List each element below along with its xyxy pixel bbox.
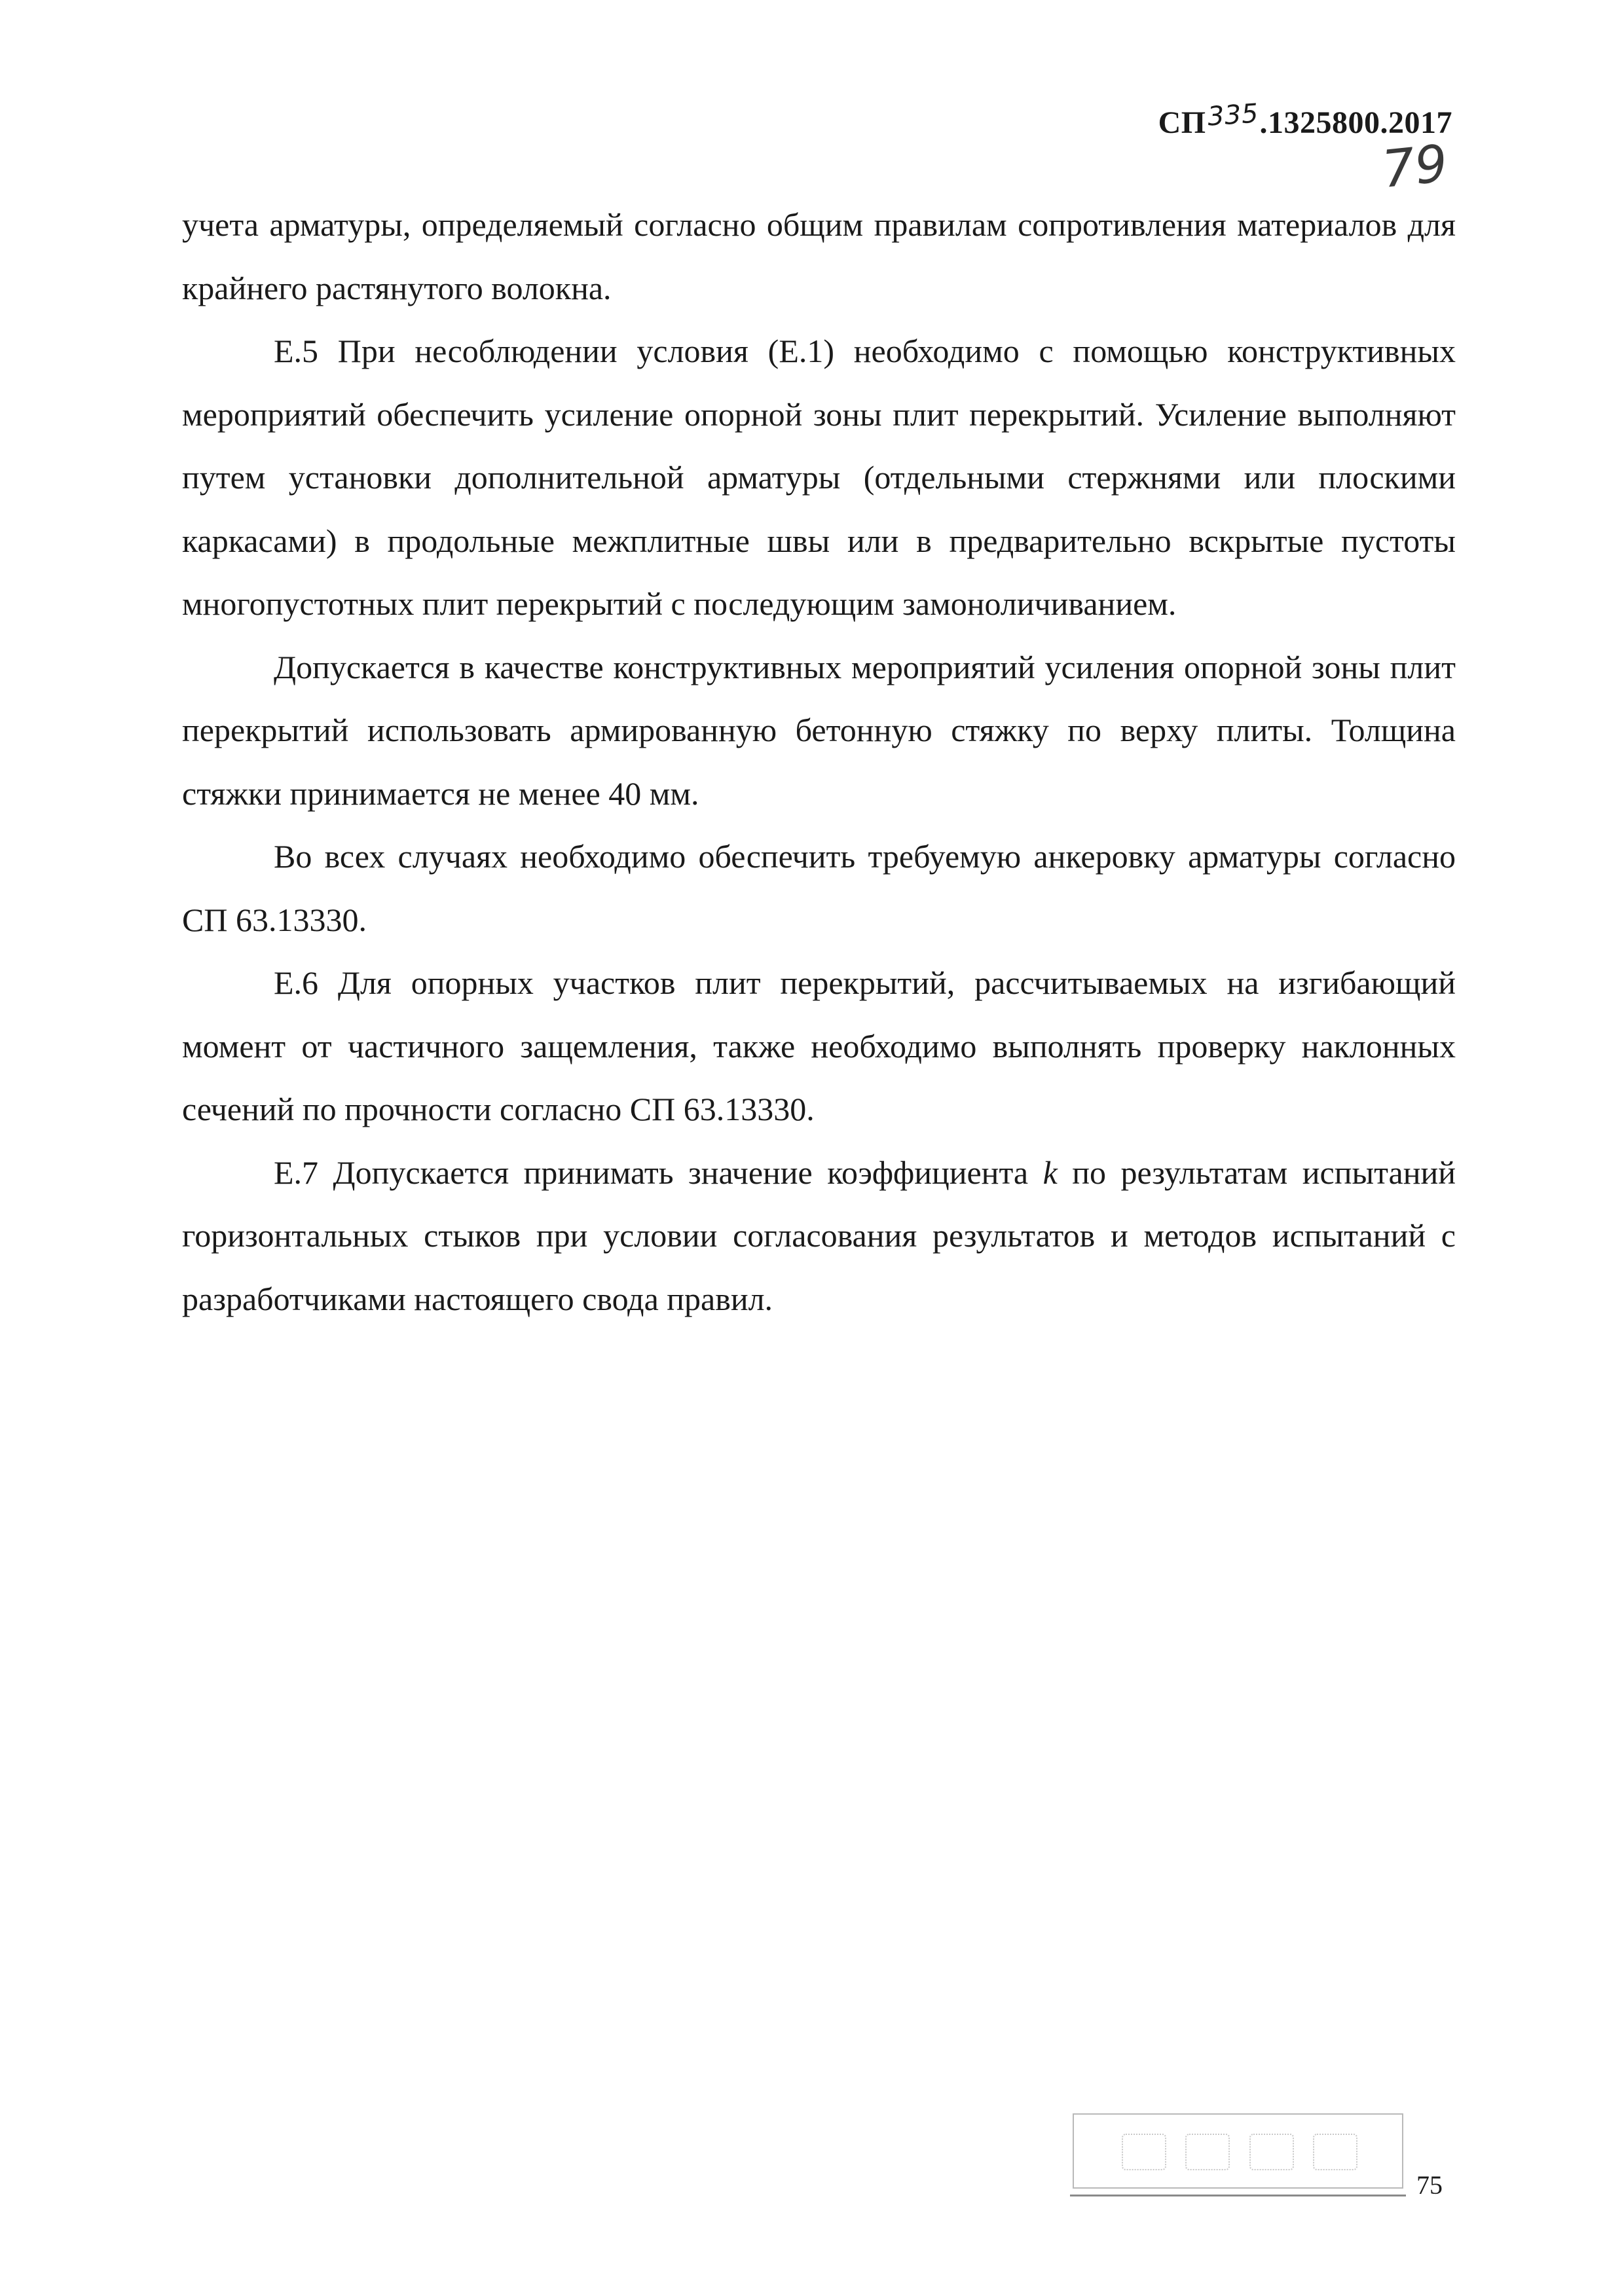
document-code-prefix: СП (1158, 105, 1206, 140)
stamp-mark (1185, 2134, 1230, 2170)
faded-stamp (1073, 2113, 1403, 2189)
paragraph-e7-before: Е.7 Допускается принимать значение коэффициента (274, 1154, 1043, 1191)
paragraph-e5-allowed: Допускается в качестве конструктивных мероприятий усиления опорной зоны плит перекрытий использовать армированную бетонную стяжку по верху плиты. Толщина стяжки принимается не менее 40 мм. (182, 648, 1456, 812)
paragraph-e7-after: по результатам испытаний горизонтальных стыков при условии согласования результатов и методов испытаний с разработчиками настоящего свода правил. (182, 1154, 1456, 1317)
paragraph-e5-anchorage: Во всех случаях необходимо обеспечить требуемую анкеровку арматуры согласно СП 63.13330. (182, 838, 1456, 938)
document-code (1158, 98, 1452, 141)
page-number: 75 (1416, 2170, 1443, 2200)
stamp-mark (1313, 2134, 1357, 2170)
document-body (182, 193, 1456, 1330)
stamp-mark (1249, 2134, 1294, 2170)
paragraph-continued: учета арматуры, определяемый согласно общим правилам сопротивления материалов для крайнего растянутого волокна. (182, 206, 1456, 306)
stamp-mark (1122, 2134, 1166, 2170)
handwritten-document-number: 335 (1206, 98, 1260, 132)
handwritten-sheet-number: 79 (1379, 134, 1450, 200)
stamp-marks (1112, 2129, 1367, 2175)
paragraph-e7 (182, 1141, 1456, 1331)
document-code-suffix: .1325800.2017 (1259, 105, 1452, 140)
paragraph-e6: Е.6 Для опорных участков плит перекрытий, рассчитываемых на изгибающий момент от частичного защемления, также необходимо выполнять проверку наклонных сечений по прочности согласно СП 63.13330. (182, 964, 1456, 1127)
paragraph-e5: Е.5 При несоблюдении условия (Е.1) необходимо с помощью конструктивных мероприятий обеспечить усиление опорной зоны плит перекрытий. Усиление выполняют путем установки дополнительной арматуры (отдельными стержнями или плоскими каркасами) в продольные межплитные швы или в предварительно вскрытые пустоты многопустотных плит перекрытий с последующим замоноличиванием. (182, 333, 1456, 622)
coefficient-symbol: k (1043, 1154, 1058, 1191)
